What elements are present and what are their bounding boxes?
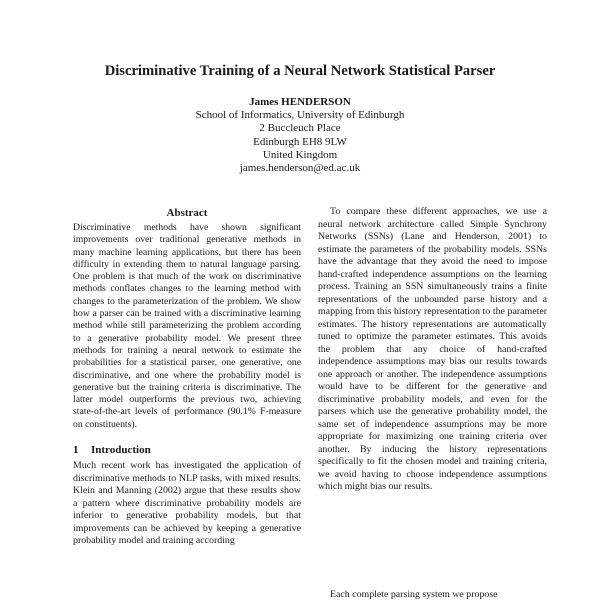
author-country: United Kingdom <box>262 148 338 161</box>
author-email: james.henderson@ed.ac.uk <box>239 162 361 175</box>
left-column <box>73 206 301 548</box>
abstract-text: Discriminative methods have shown significant improvements over traditional generative methods in many machine learning applications, but there has been difficulty in extending them to natural language parsing. One problem is that much of the work on discriminative methods conflates changes to the learning method with changes to the parameterization of the problem. We show how a parser can be trained with a discriminative learning method while still parameterizing the problem according to a generative probability model. We present three methods for training a neural network to estimate the probabilities for a statistical parser, one generative, one discriminative, and one where the probability model is generative but the training criteria is discriminative. The latter model outperforms the previous two, achieving state-of-the-art levels of performance (90.1% F-measure on constituents). <box>73 222 301 430</box>
introduction-text: Much recent work has investigated the application of discriminative methods to NLP tasks, with mixed results. Klein and Manning (2002) argue that these results show a pattern where discriminative probability models are inferior to generative probability models, but that improvements can be achieved by keeping a generative probability model and training according <box>73 460 301 547</box>
right-paragraph-1: To compare these different approaches, we use a neural network architecture called Simple Synchrony Networks (SSNs) (Lane and Henderson, 2001) to estimate the parameters of the probability models. SSNs have the advantage that they avoid the need to impose hand-crafted independence assumptions on the learning process. Training an SSN simultaneously trains a finite representations of the unbounded parse history and a mapping from this history representation to the parameter estimates. The history representations are automatically tuned to optimize the parameter estimates. This avoids the problem that any choice of hand-crafted independence assumptions may bias our results towards one approach or another. The independence assumptions would have to be different for the generative and discriminative probability models, and even for the parsers which use the generative probability model, the same set of independence assumptions may be more appropriate for maximizing one training criteria over another. By inducing the history representations specifically to fit the chosen model and training criteria, we avoid having to choose independence assumptions which might bias our results. <box>318 206 547 492</box>
author-address-line2: Edinburgh EH8 9LW <box>253 135 347 148</box>
section-number: 1 <box>73 444 79 457</box>
author-name: James HENDERSON <box>249 96 351 108</box>
author-block <box>0 96 600 175</box>
section-title: Introduction <box>91 444 151 457</box>
right-paragraph-2: Each complete parsing system we propose <box>330 589 498 600</box>
paper-title: Discriminative Training of a Neural Network Statistical Parser <box>104 63 496 79</box>
right-column <box>318 206 547 494</box>
introduction-heading <box>73 443 301 457</box>
author-affiliation: School of Informatics, University of Edinburgh <box>195 109 405 122</box>
abstract-heading: Abstract <box>166 207 208 219</box>
author-address-line1: 2 Buccleuch Place <box>259 122 341 135</box>
